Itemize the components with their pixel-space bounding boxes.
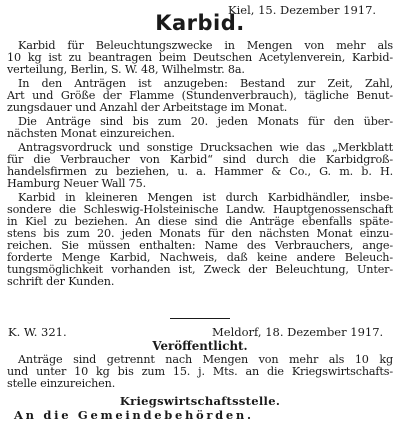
body-line: schrift der Kunden.: [7, 275, 115, 288]
body-line: und unter 10 kg bis zum 15. j. Mts. an die Kriegswirtschafts-: [7, 365, 393, 378]
body-line: tungsmöglichkeit vorhanden ist, Zweck der Beleuchtung, Unter-: [7, 263, 393, 276]
body-line: Karbid in kleineren Mengen ist durch Karbidhändler, insbe-: [18, 191, 393, 204]
body-line: für die Verbraucher von Karbid“ sind durch die Karbidgroß-: [7, 153, 393, 166]
body-line: Die Anträge sind bis zum 20. jeden Monats für den über-: [18, 115, 393, 128]
body-line: Art und Größe der Flamme (Stundenverbrauch), tägliche Benut-: [7, 89, 393, 102]
dateline-meldorf: Meldorf, 18. Dezember 1917.: [212, 325, 384, 339]
reference-number: K. W. 321.: [8, 325, 67, 339]
body-line: zungsdauer und Anzahl der Arbeitstage im Monat.: [7, 101, 288, 114]
body-line: Antragsvordruck und sonstige Drucksachen wie das „Merkblatt: [18, 141, 393, 154]
headline-veroeffentlicht: Veröffentlicht.: [152, 339, 248, 353]
body-line: Hamburg Neuer Wall 75.: [7, 177, 147, 190]
body-line: forderte Menge Karbid, Nachweis, daß keine andere Beleuch-: [7, 251, 393, 264]
body-line: sondere die Schleswig-Holsteinische Landw. Hauptgenossenschaft: [7, 203, 393, 216]
section-divider: [170, 318, 230, 319]
signature-authority: Kriegswirtschaftsstelle.: [119, 394, 281, 408]
body-line: in Kiel zu beziehen. An diese sind die Anträge ebenfalls späte-: [7, 215, 393, 228]
body-line: stelle einzureichen.: [7, 377, 116, 390]
body-line: stens bis zum 20. jeden Monats für den nächsten Monat einzu-: [7, 227, 393, 240]
body-line: Karbid für Beleuchtungszwecke in Mengen von mehr als: [18, 39, 393, 52]
body-line: reichen. Sie müssen enthalten: Name des Verbrauchers, ange-: [7, 239, 393, 252]
headline-karbid: Karbid.: [155, 11, 245, 35]
body-line: Anträge sind getrennt nach Mengen von mehr als 10 kg: [18, 353, 393, 366]
body-line: handelsfirmen zu beziehen, u. a. Hammer & Co., G. m. b. H.: [7, 165, 393, 178]
body-line: 10 kg ist zu beantragen beim Deutschen Acetylenverein, Karbid-: [7, 51, 393, 64]
body-line: verteilung, Berlin, S. W. 48, Wilhelmstr. 8a.: [7, 63, 245, 76]
recipient-address: An die Gemeindebehörden.: [14, 408, 254, 422]
body-line: nächsten Monat einzureichen.: [7, 127, 175, 140]
dateline-kiel: Kiel, 15. Dezember 1917.: [228, 3, 377, 17]
body-line: In den Anträgen ist anzugeben: Bestand zur Zeit, Zahl,: [18, 77, 393, 90]
